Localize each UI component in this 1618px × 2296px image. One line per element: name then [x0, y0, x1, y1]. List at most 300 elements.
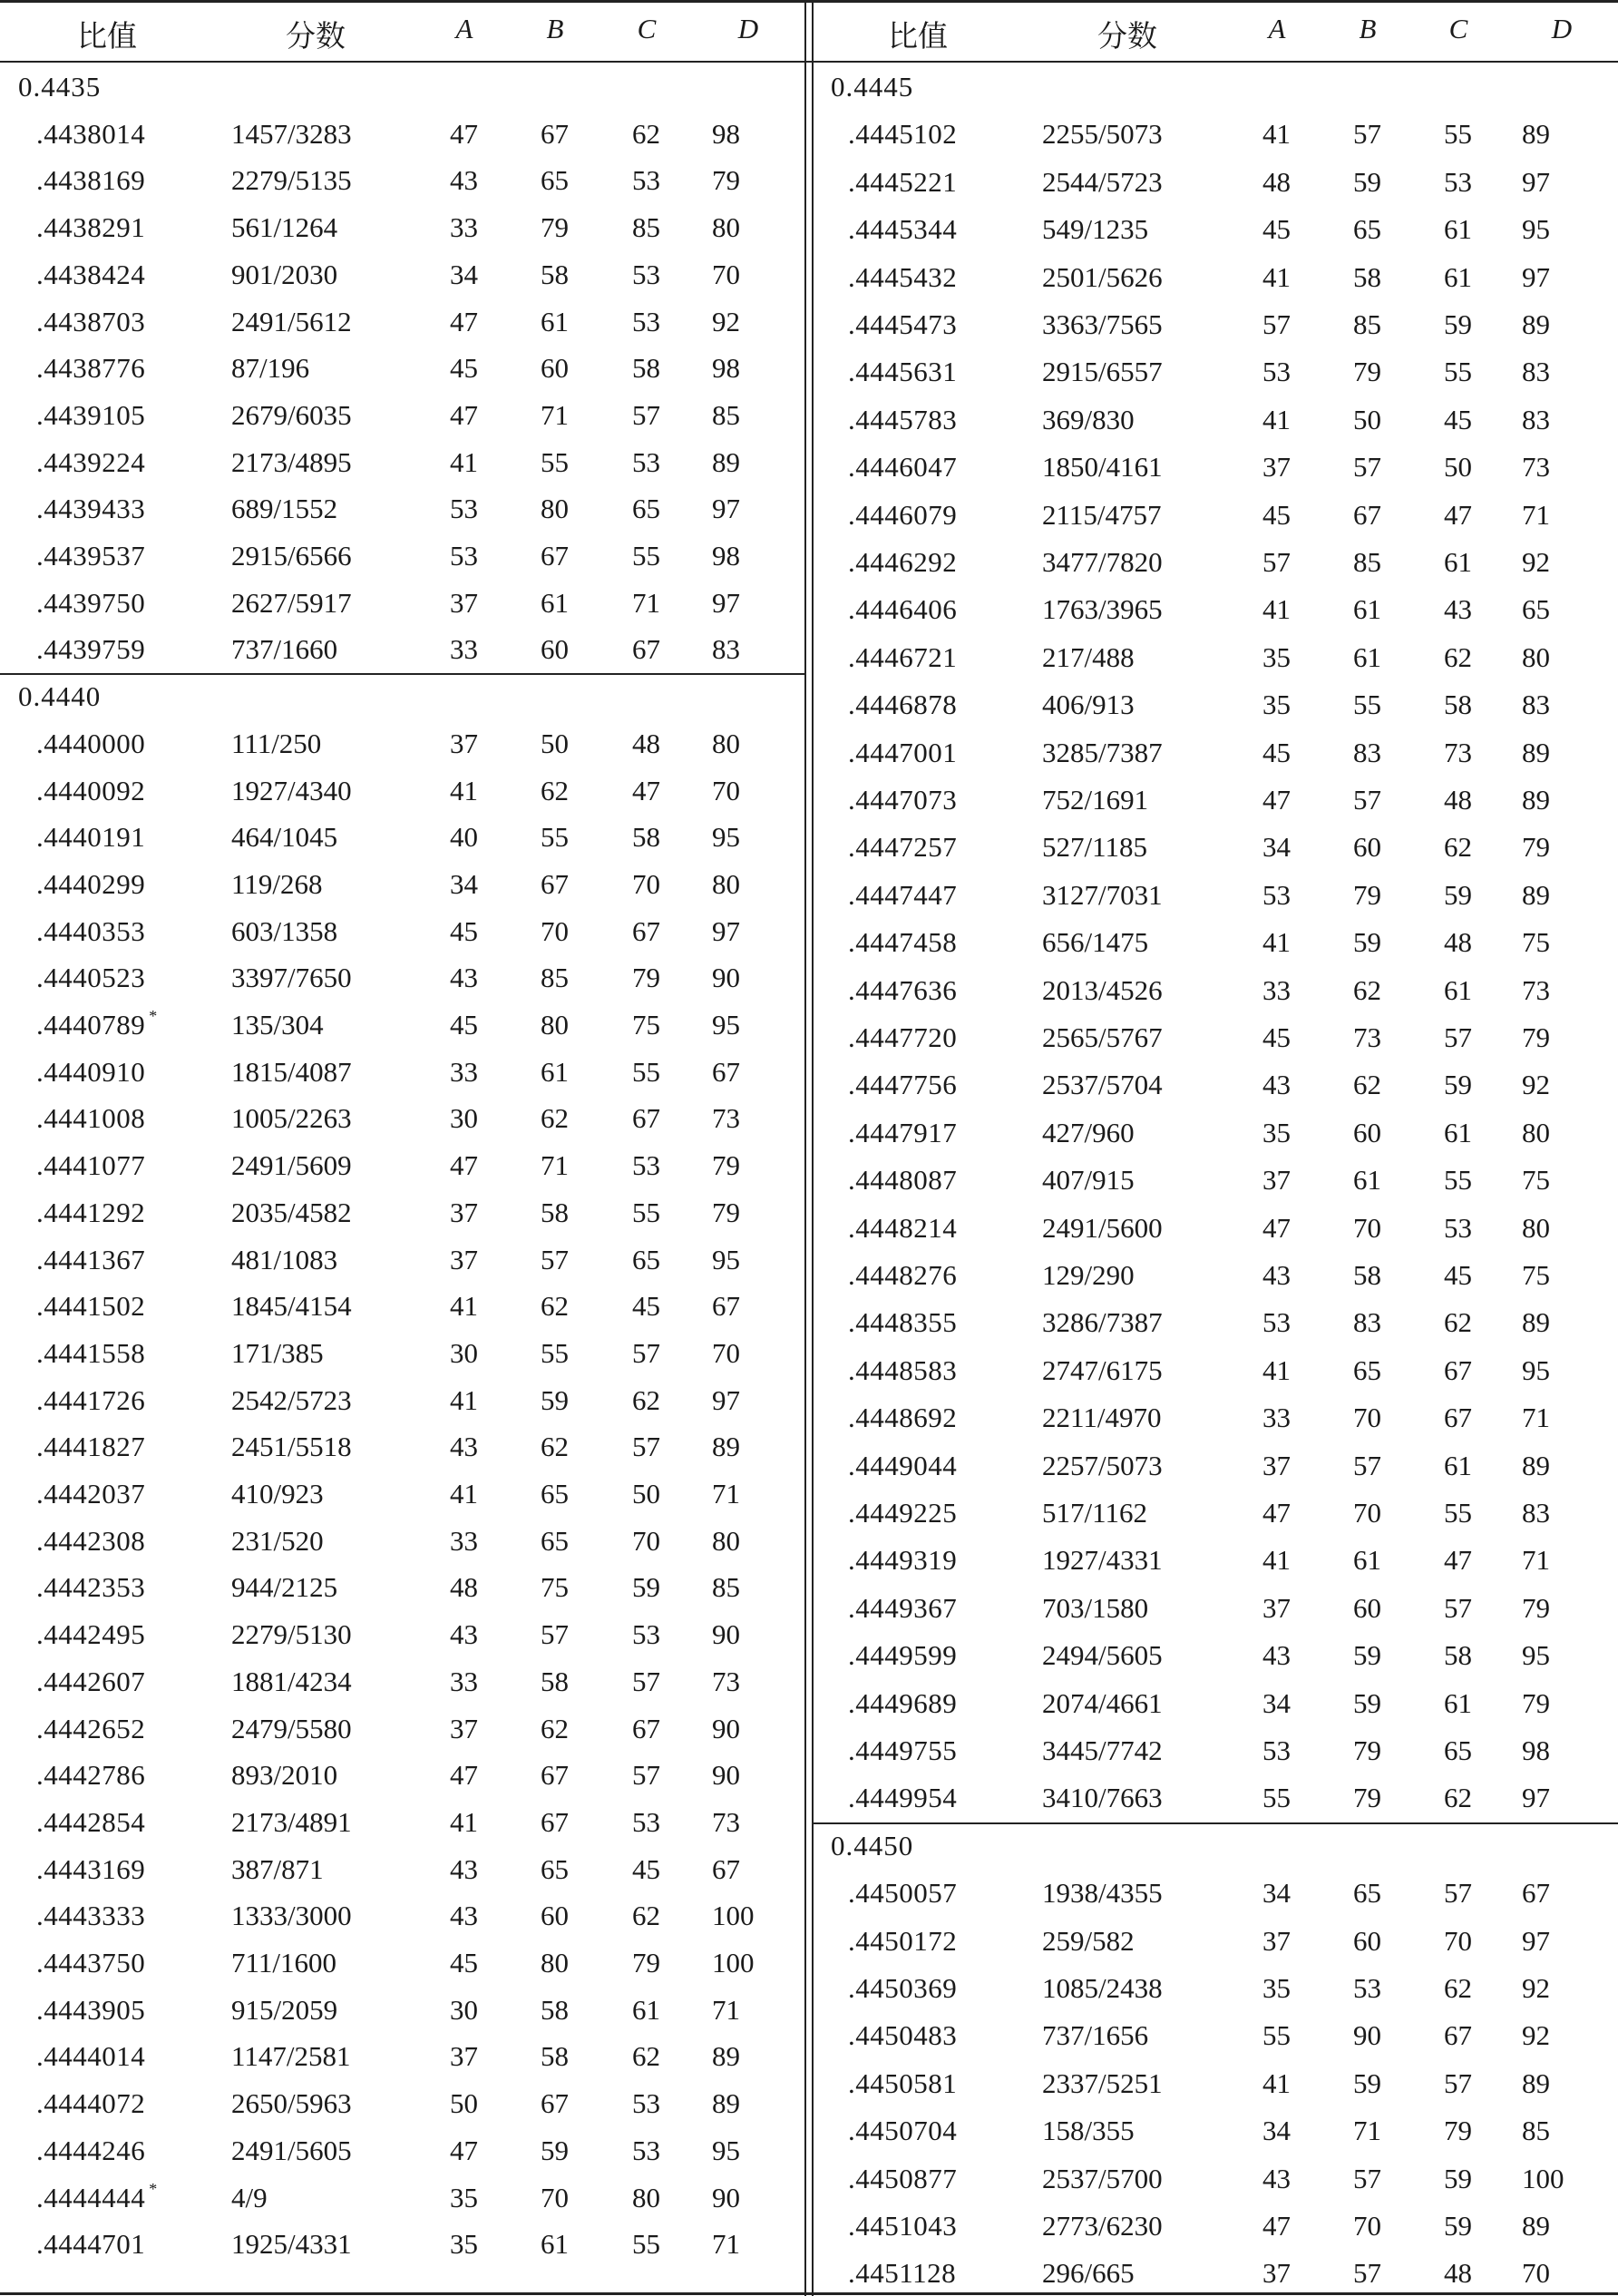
ratio-cell: [36, 1525, 145, 1558]
b-cell: 73: [1353, 1021, 1381, 1053]
a-cell: 47: [450, 117, 478, 150]
c-cell: 59: [1444, 878, 1472, 911]
ratio-cell: [36, 915, 145, 948]
d-cell: 83: [1522, 403, 1550, 435]
a-cell: 45: [1262, 1021, 1291, 1053]
fraction-cell: 2565/5767: [1042, 1021, 1163, 1053]
fraction-cell: 481/1083: [231, 1243, 338, 1275]
fraction-cell: 3445/7742: [1042, 1734, 1163, 1766]
c-cell: 62: [1444, 831, 1472, 864]
fraction-cell: 158/355: [1042, 2115, 1135, 2147]
b-cell: 75: [541, 1571, 569, 1604]
a-cell: 45: [450, 1947, 478, 1978]
a-cell: 48: [1262, 165, 1291, 198]
fraction-cell: 915/2059: [231, 1993, 338, 2026]
fraction-cell: 1147/2581: [231, 2040, 351, 2073]
a-cell: 37: [450, 2040, 478, 2073]
fraction-cell: 1333/3000: [231, 1900, 352, 1932]
fraction-cell: 2013/4526: [1042, 973, 1163, 1006]
ratio-cell: [36, 399, 145, 432]
a-cell: 37: [450, 586, 478, 619]
ratio-cell: [36, 306, 145, 338]
c-cell: 53: [632, 1149, 660, 1182]
fraction-cell: 3285/7387: [1042, 736, 1163, 768]
b-cell: 65: [541, 1524, 569, 1557]
fraction-cell: 1927/4331: [1042, 1544, 1163, 1577]
a-cell: 41: [1262, 118, 1291, 151]
ratio-cell: [36, 164, 145, 197]
ratio-value: .4438014: [36, 117, 146, 150]
a-cell: 43: [450, 164, 478, 197]
d-cell: 70: [712, 774, 740, 806]
d-cell: 75: [1522, 1164, 1550, 1197]
d-cell: 75: [1522, 926, 1550, 959]
fraction-cell: 296/665: [1042, 2257, 1135, 2290]
fraction-cell: 711/1600: [231, 1947, 336, 1978]
group-label: 0.4440: [18, 680, 102, 713]
d-cell: 70: [1522, 2257, 1550, 2290]
ratio-value: .4448087: [848, 1164, 958, 1197]
fraction-cell: 111/250: [231, 727, 322, 759]
c-cell: 47: [1444, 1544, 1472, 1577]
a-cell: 33: [1262, 1402, 1291, 1434]
ratio-cell: [848, 2257, 956, 2290]
d-cell: 89: [1522, 736, 1550, 768]
ratio-value: .4444072: [36, 2087, 146, 2120]
ratio-value: .4438169: [36, 164, 146, 197]
fraction-cell: 3410/7663: [1042, 1782, 1163, 1814]
a-cell: 41: [450, 1290, 478, 1323]
ratio-cell: [36, 1806, 145, 1839]
c-cell: 53: [632, 305, 660, 337]
ratio-value: .4440000: [36, 727, 146, 759]
fraction-cell: 2491/5612: [231, 305, 352, 337]
fraction-cell: 1938/4355: [1042, 1877, 1163, 1910]
fraction-cell: 2173/4891: [231, 1805, 352, 1838]
ratio-value: .4450581: [848, 2066, 958, 2099]
c-cell: 58: [632, 821, 660, 854]
ratio-value: .4441367: [36, 1243, 146, 1275]
c-cell: 62: [1444, 1782, 1472, 1814]
ratio-cell: [36, 1618, 145, 1651]
b-cell: 83: [1353, 736, 1381, 768]
a-cell: 41: [450, 1805, 478, 1838]
b-cell: 55: [541, 821, 569, 854]
b-cell: 55: [1353, 689, 1381, 721]
c-cell: 62: [632, 1383, 660, 1416]
fraction-cell: 2255/5073: [1042, 118, 1163, 151]
b-cell: 58: [541, 2040, 569, 2073]
ratio-cell: [36, 1853, 145, 1886]
c-cell: 61: [1444, 546, 1472, 578]
d-cell: 79: [1522, 1021, 1550, 1053]
ratio-value: .4448276: [848, 1259, 958, 1291]
ratio-cell: [848, 1354, 957, 1387]
b-cell: 57: [1353, 118, 1381, 151]
b-cell: 79: [1353, 1782, 1381, 1814]
ratio-value: .4450369: [848, 1972, 958, 2004]
a-cell: 33: [450, 211, 478, 244]
ratio-cell: [848, 737, 957, 769]
d-cell: 75: [1522, 1259, 1550, 1291]
fraction-cell: 3127/7031: [1042, 878, 1163, 911]
fraction-cell: 2211/4970: [1042, 1402, 1162, 1434]
c-cell: 55: [1444, 356, 1472, 388]
a-cell: 45: [450, 1009, 478, 1041]
fraction-cell: 2747/6175: [1042, 1353, 1163, 1386]
d-cell: 92: [1522, 1972, 1550, 2004]
a-cell: 41: [450, 1478, 478, 1509]
ratio-value: .4450483: [848, 2019, 958, 2052]
fraction-cell: 2537/5700: [1042, 2162, 1163, 2194]
fraction-cell: 1005/2263: [231, 1102, 352, 1135]
b-cell: 61: [1353, 1544, 1381, 1577]
b-cell: 62: [541, 1431, 569, 1463]
fraction-cell: 1850/4161: [1042, 451, 1163, 484]
ratio-value: .4449225: [848, 1497, 958, 1529]
fraction-cell: 4/9: [231, 2181, 268, 2213]
ratio-value: .4442353: [36, 1571, 146, 1604]
b-cell: 62: [541, 774, 569, 806]
b-cell: 70: [1353, 1402, 1381, 1434]
ratio-value: .4451128: [848, 2257, 957, 2290]
d-cell: 79: [712, 1149, 740, 1182]
b-cell: 59: [1353, 926, 1381, 959]
a-cell: 45: [1262, 213, 1291, 246]
ratio-value: .4449954: [848, 1782, 958, 1814]
ratio-value: .4445631: [848, 356, 958, 388]
b-cell: 59: [1353, 165, 1381, 198]
d-cell: 71: [1522, 1544, 1550, 1577]
b-cell: 67: [541, 867, 569, 900]
ratio-value: .4446047: [848, 451, 958, 484]
c-cell: 61: [1444, 213, 1472, 246]
ratio-value: .4439433: [36, 493, 146, 525]
b-cell: 57: [1353, 2257, 1381, 2290]
a-cell: 33: [450, 1524, 478, 1557]
ratio-cell: [36, 1056, 145, 1089]
b-cell: 57: [1353, 784, 1381, 816]
a-cell: 35: [1262, 689, 1291, 721]
ratio-value: .4447636: [848, 973, 958, 1006]
c-cell: 53: [632, 1805, 660, 1838]
fraction-cell: 2773/6230: [1042, 2210, 1163, 2242]
a-cell: 53: [1262, 878, 1291, 911]
fraction-cell: 2627/5917: [231, 586, 352, 619]
b-cell: 60: [1353, 831, 1381, 864]
c-cell: 57: [632, 1665, 660, 1697]
ratio-cell: [36, 446, 145, 479]
fraction-cell: 2279/5130: [231, 1618, 352, 1651]
b-cell: 61: [541, 2228, 569, 2261]
b-cell: 67: [541, 1805, 569, 1838]
ratio-cell: [848, 784, 957, 816]
b-cell: 71: [541, 1149, 569, 1182]
b-cell: 65: [541, 164, 569, 197]
a-cell: 30: [450, 1102, 478, 1135]
header-right-col-4: C: [1448, 13, 1468, 44]
fraction-cell: 3477/7820: [1042, 546, 1163, 578]
a-cell: 35: [1262, 1972, 1291, 2004]
b-cell: 79: [541, 211, 569, 244]
a-cell: 43: [450, 962, 478, 994]
d-cell: 89: [712, 2087, 740, 2120]
fraction-cell: 944/2125: [231, 1571, 338, 1604]
c-cell: 57: [1444, 1877, 1472, 1910]
fraction-cell: 689/1552: [231, 493, 338, 525]
fraction-cell: 517/1162: [1042, 1497, 1147, 1529]
ratio-cell: [36, 587, 145, 620]
ratio-value: .4440910: [36, 1055, 146, 1088]
d-cell: 79: [712, 1196, 740, 1228]
header-right-col-0: 比值: [888, 21, 948, 54]
c-cell: 57: [632, 1431, 660, 1463]
d-cell: 98: [712, 540, 740, 572]
ratio-value: .4439759: [36, 633, 146, 666]
ratio-cell: [848, 2163, 957, 2195]
ratio-cell: [36, 1571, 145, 1604]
ratio-cell: [36, 633, 145, 666]
d-cell: 89: [1522, 1306, 1550, 1339]
d-cell: 90: [712, 2181, 740, 2213]
a-cell: 33: [450, 1055, 478, 1088]
c-cell: 67: [632, 914, 660, 947]
b-cell: 55: [541, 1336, 569, 1369]
ratio-cell: [36, 1666, 145, 1698]
b-cell: 65: [541, 1478, 569, 1509]
fraction-cell: 1845/4154: [231, 1290, 352, 1323]
ratio-cell: [848, 1069, 957, 1101]
a-cell: 43: [450, 1852, 478, 1885]
b-cell: 79: [1353, 878, 1381, 911]
b-cell: 57: [1353, 2162, 1381, 2194]
d-cell: 97: [712, 1383, 740, 1416]
a-cell: 40: [450, 821, 478, 854]
group-label: 0.4445: [831, 71, 914, 103]
d-cell: 79: [1522, 1591, 1550, 1624]
ratio-cell: [848, 1259, 957, 1292]
top-rule: [0, 0, 1618, 3]
d-cell: 83: [712, 633, 740, 666]
c-cell: 65: [632, 493, 660, 525]
a-cell: 47: [1262, 1497, 1291, 1529]
c-cell: 48: [1444, 784, 1472, 816]
b-cell: 61: [541, 305, 569, 337]
d-cell: 97: [712, 914, 740, 947]
b-cell: 53: [1353, 1972, 1381, 2004]
a-cell: 37: [450, 1712, 478, 1744]
d-cell: 71: [1522, 1402, 1550, 1434]
c-cell: 53: [632, 445, 660, 478]
ratio-value: .4446292: [848, 546, 958, 578]
ratio-cell: [36, 2179, 158, 2214]
a-cell: 43: [1262, 1259, 1291, 1291]
ratio-cell: [36, 1337, 145, 1370]
b-cell: 62: [1353, 1069, 1381, 1101]
b-cell: 62: [541, 1712, 569, 1744]
a-cell: 35: [1262, 640, 1291, 673]
b-cell: 59: [541, 1383, 569, 1416]
a-cell: 41: [1262, 1544, 1291, 1577]
ratio-cell: [848, 879, 957, 912]
c-cell: 70: [632, 867, 660, 900]
d-cell: 73: [712, 1805, 740, 1838]
d-cell: 89: [712, 2040, 740, 2073]
a-cell: 48: [450, 1571, 478, 1604]
b-cell: 60: [1353, 1924, 1381, 1957]
ratio-cell: [36, 1431, 145, 1463]
b-cell: 58: [541, 1665, 569, 1697]
a-cell: 43: [450, 1431, 478, 1463]
d-cell: 90: [712, 962, 740, 994]
header-right-col-3: B: [1359, 13, 1377, 44]
ratio-value: .4445221: [848, 165, 958, 198]
d-cell: 95: [1522, 213, 1550, 246]
b-cell: 58: [1353, 260, 1381, 293]
c-cell: 53: [632, 1618, 660, 1651]
ratio-value: .4438776: [36, 352, 146, 385]
c-cell: 53: [632, 2087, 660, 2120]
a-cell: 55: [1262, 2019, 1291, 2052]
ratio-cell: [36, 1149, 145, 1182]
ratio-cell: [848, 926, 957, 959]
d-cell: 80: [712, 867, 740, 900]
a-cell: 41: [1262, 926, 1291, 959]
d-cell: 80: [712, 1524, 740, 1557]
b-cell: 60: [541, 1900, 569, 1932]
b-cell: 70: [541, 914, 569, 947]
d-cell: 89: [1522, 878, 1550, 911]
ratio-cell: [848, 261, 957, 294]
fraction-cell: 171/385: [231, 1336, 324, 1369]
b-cell: 65: [1353, 213, 1381, 246]
c-cell: 58: [1444, 689, 1472, 721]
a-cell: 37: [1262, 1591, 1291, 1624]
ratio-cell: [36, 540, 145, 572]
ratio-value: .4450057: [848, 1877, 958, 1910]
fraction-cell: 407/915: [1042, 1164, 1135, 1197]
ratio-value: .4442786: [36, 1759, 146, 1792]
c-cell: 53: [1444, 1211, 1472, 1244]
header-right-col-2: A: [1268, 13, 1286, 44]
a-cell: 33: [450, 1665, 478, 1697]
d-cell: 100: [712, 1900, 755, 1932]
ratio-cell: [848, 546, 957, 579]
a-cell: 34: [1262, 2115, 1291, 2147]
ratio-value: .4441827: [36, 1431, 146, 1463]
a-cell: 37: [1262, 2257, 1291, 2290]
ratio-cell: [848, 593, 957, 626]
fraction-cell: 2650/5963: [231, 2087, 352, 2120]
c-cell: 53: [1444, 165, 1472, 198]
b-cell: 70: [1353, 1497, 1381, 1529]
a-cell: 37: [450, 727, 478, 759]
a-cell: 34: [1262, 1686, 1291, 1719]
d-cell: 71: [1522, 498, 1550, 531]
ratio-star-mark: *: [149, 2179, 158, 2198]
ratio-cell: [848, 118, 957, 151]
c-cell: 79: [1444, 2115, 1472, 2147]
fraction-cell: 387/871: [231, 1852, 324, 1885]
d-cell: 95: [1522, 1639, 1550, 1672]
ratio-value: .4447073: [848, 784, 958, 816]
d-cell: 71: [712, 2228, 740, 2261]
fraction-cell: 2337/5251: [1042, 2066, 1163, 2099]
b-cell: 59: [1353, 2066, 1381, 2099]
a-cell: 41: [1262, 2066, 1291, 2099]
d-cell: 89: [1522, 308, 1550, 340]
a-cell: 47: [1262, 784, 1291, 816]
ratio-cell: [36, 1478, 145, 1510]
group-label: 0.4435: [18, 71, 102, 103]
ratio-cell: [36, 211, 145, 244]
b-cell: 57: [1353, 451, 1381, 484]
b-cell: 85: [1353, 546, 1381, 578]
header-left-col-4: C: [637, 13, 657, 44]
b-cell: 60: [1353, 1591, 1381, 1624]
ratio-value: .4441726: [36, 1383, 146, 1416]
ratio-value: .4447257: [848, 831, 958, 864]
ratio-value: .4447917: [848, 1116, 958, 1148]
d-cell: 89: [1522, 1449, 1550, 1481]
b-cell: 59: [1353, 1639, 1381, 1672]
c-cell: 59: [1444, 2162, 1472, 2194]
d-cell: 79: [712, 164, 740, 197]
fraction-cell: 1815/4087: [231, 1055, 352, 1088]
d-cell: 95: [712, 2134, 740, 2166]
d-cell: 95: [712, 1009, 740, 1041]
b-cell: 58: [541, 1196, 569, 1228]
a-cell: 53: [1262, 1734, 1291, 1766]
c-cell: 80: [632, 2181, 660, 2213]
a-cell: 47: [1262, 1211, 1291, 1244]
c-cell: 48: [632, 727, 660, 759]
b-cell: 80: [541, 1947, 569, 1978]
header-right-col-1: 分数: [1097, 21, 1157, 54]
b-cell: 71: [1353, 2115, 1381, 2147]
d-cell: 97: [1522, 1782, 1550, 1814]
ratio-value: .4442854: [36, 1805, 146, 1838]
ratio-cell: [848, 831, 957, 864]
ratio-value: .4445783: [848, 403, 958, 435]
ratio-value: .4446878: [848, 689, 958, 721]
ratio-cell: [36, 2228, 145, 2261]
a-cell: 37: [1262, 1924, 1291, 1957]
b-cell: 85: [541, 962, 569, 994]
ratio-cell: [36, 352, 145, 385]
group-separator: [0, 673, 804, 675]
d-cell: 89: [712, 445, 740, 478]
c-cell: 67: [1444, 1353, 1472, 1386]
fraction-cell: 3286/7387: [1042, 1306, 1163, 1339]
d-cell: 80: [712, 727, 740, 759]
a-cell: 53: [450, 540, 478, 572]
c-cell: 48: [1444, 926, 1472, 959]
ratio-value: .4439224: [36, 445, 146, 478]
fraction-cell: 2544/5723: [1042, 165, 1163, 198]
d-cell: 98: [712, 117, 740, 150]
ratio-value: .4441502: [36, 1290, 146, 1323]
ratio-value: .4447720: [848, 1021, 958, 1053]
ratio-cell: [848, 1544, 957, 1577]
ratio-value: .4443750: [36, 1947, 146, 1978]
c-cell: 61: [1444, 973, 1472, 1006]
d-cell: 97: [1522, 1924, 1550, 1957]
b-cell: 80: [541, 493, 569, 525]
ratio-value: .4449599: [848, 1639, 958, 1672]
ratio-cell: [848, 1734, 957, 1767]
ratio-value: .4448583: [848, 1353, 958, 1386]
